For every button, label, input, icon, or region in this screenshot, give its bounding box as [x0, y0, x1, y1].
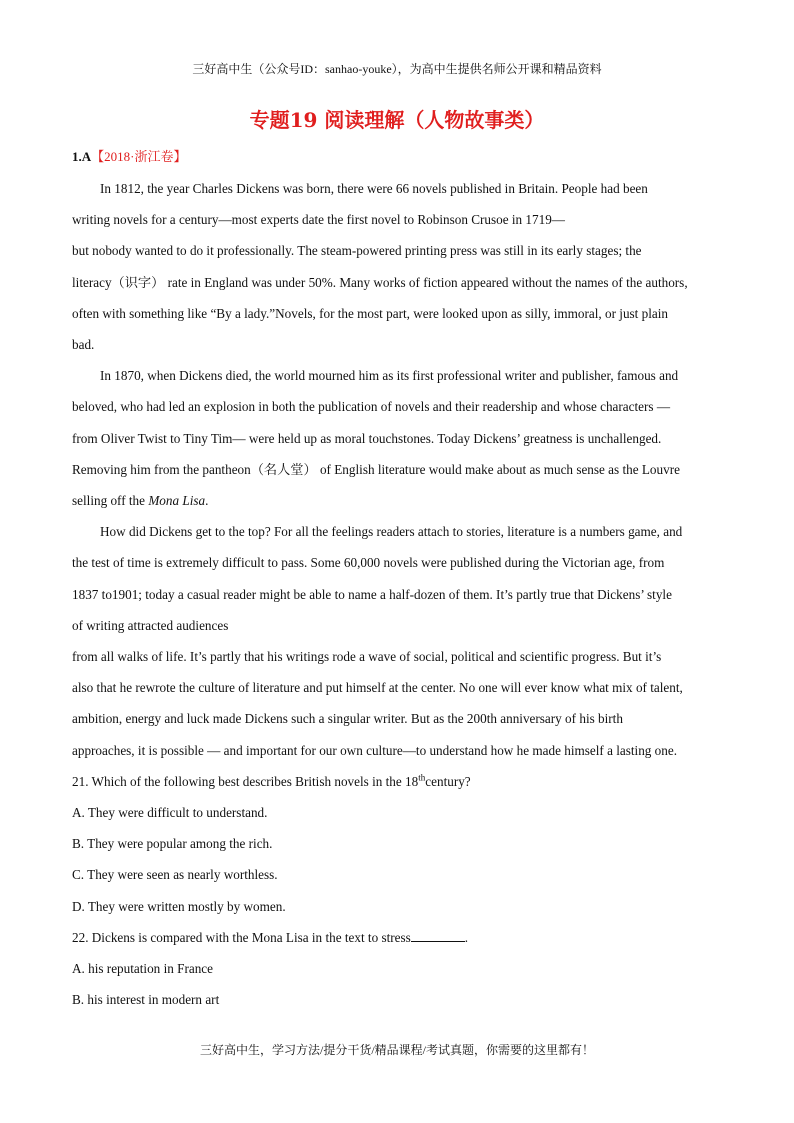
option-c: C. They were seen as nearly worthless. [72, 867, 278, 883]
passage-line [72, 485, 732, 516]
question-source: 【2018·浙江卷】 [91, 149, 187, 164]
stem-text: . [464, 929, 469, 945]
passage-line: writing novels for a century—most experts date the first novel to Robinson Crusoe in 1719— [72, 212, 565, 228]
passage-line: also that he rewrote the culture of literature and put himself at the center. No one will ever know what mix of talent, [72, 680, 683, 696]
passage-line: approaches, it is possible — and important for our own culture—to understand how he made himself a lasting one. [72, 742, 678, 758]
question-stem [72, 922, 732, 953]
passage-line: from all walks of life. It’s partly that his writings rode a wave of social, political and scientific progress. But it’s [72, 649, 662, 665]
option-a: A. They were difficult to understand. [72, 805, 268, 821]
passage-line: In 1870, when Dickens died, the world mourned him as its first professional writer and publisher, famous and [100, 368, 679, 384]
passage-line: ambition, energy and luck made Dickens such a singular writer. But as the 200th anniversary of his birth [72, 711, 623, 727]
passage-line: often with something like “By a lady.”Novels, for the most part, were looked upon as silly, immoral, or just plain [72, 305, 669, 321]
line-text: . [205, 493, 209, 509]
stem-text: 22. Dickens is compared with the Mona Lisa in the text to stress [72, 929, 411, 945]
passage-line: the test of time is extremely difficult to pass. Some 60,000 novels were published during the Victorian age, from [72, 555, 665, 571]
page-header: 三好高中生（公众号ID：sanhao-youke），为高中生提供名师公开课和精品资料 [192, 62, 602, 76]
passage-line: from Oliver Twist to Tiny Tim— were held up as moral touchstones. Today Dickens’ greatness is unchallenged. [72, 430, 662, 446]
superscript: th [418, 772, 426, 783]
paragraph-1 [72, 173, 732, 360]
paragraph-3 [72, 516, 732, 766]
line-text: selling off the [72, 493, 149, 509]
passage-line: beloved, who had led an explosion in both the publication of novels and their readership and whose characters — [72, 399, 671, 415]
page-footer: 三好高中生，学习方法/提分干货/精品课程/考试真题，你需要的这里都有！ [199, 1043, 594, 1057]
answer-blank [411, 929, 465, 942]
paragraph-2 [72, 360, 732, 516]
question-stem [72, 766, 732, 797]
page-title: 专题19 阅读理解（人物故事类） [249, 108, 545, 132]
italic-title: Mona Lisa [148, 493, 206, 509]
passage-line: but nobody wanted to do it professionally. The steam-powered printing press was still in its early stages; the [72, 243, 642, 259]
question-22 [72, 922, 732, 1016]
option-b: B. They were popular among the rich. [72, 836, 273, 852]
passage-line: literacy（识字） rate in England was under 50%. Many works of fiction appeared without the names of the authors, [72, 274, 688, 290]
passage-line: In 1812, the year Charles Dickens was born, there were 66 novels published in Britain. People had been [100, 181, 648, 196]
stem-text: 21. Which of the following best describes British novels in the 18 [72, 773, 419, 789]
passage-line: How did Dickens get to the top? For all the feelings readers attach to stories, literature is a numbers game, and [100, 524, 683, 540]
question-21 [72, 766, 732, 922]
option-a: A. his reputation in France [72, 961, 213, 977]
option-d: D. They were written mostly by women. [72, 898, 286, 914]
passage-line: Removing him from the pantheon（名人堂） of English literature would make about as much sense as the Louvre [72, 461, 680, 477]
option-b: B. his interest in modern art [72, 992, 220, 1008]
passage-line: 1837 to1901; today a casual reader might be able to name a half-dozen of them. It’s partly true that Dickens’ style [72, 586, 672, 602]
passage-line: of writing attracted audiences [72, 617, 229, 633]
question-number: 1.A [72, 149, 92, 164]
passage-line: bad. [72, 337, 95, 353]
stem-text: century? [425, 773, 471, 789]
passage-body [72, 173, 732, 1015]
question-heading [72, 146, 186, 165]
